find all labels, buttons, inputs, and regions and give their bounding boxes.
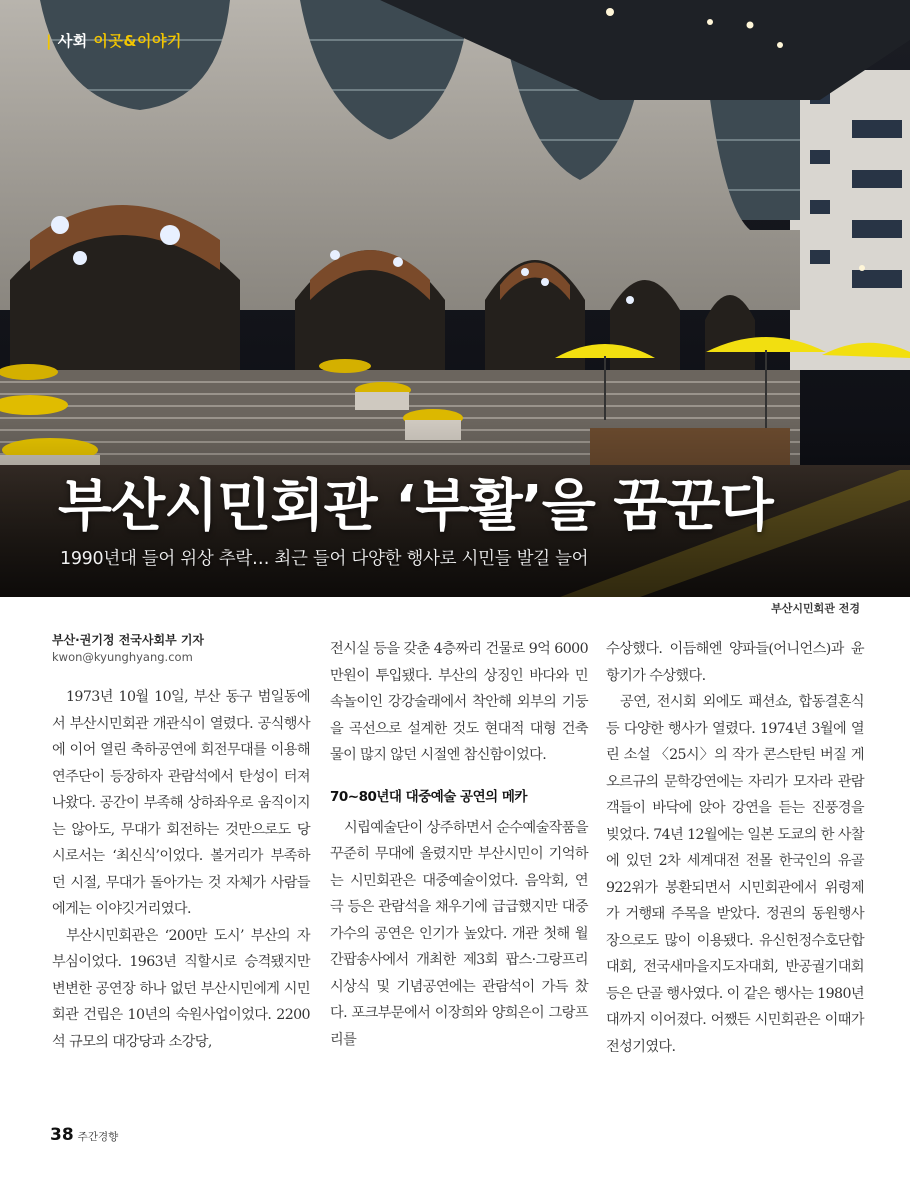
article-column-1 xyxy=(52,632,310,1055)
article-column-2 xyxy=(330,636,588,1053)
paragraph: 전시실 등을 갖춘 4층짜리 건물로 9억 6000만원이 투입됐다. 부산의 상징인 바다와 민속놀이인 강강술래에서 착안해 외부의 기둥을 곡선으로 설계한 것도 현대적 대형 건축물이 많지 않던 시절엔 참신함이었다. xyxy=(330,641,588,763)
section-label: 사회 xyxy=(57,32,88,50)
page-footer xyxy=(50,1125,118,1145)
section-tag xyxy=(46,30,182,51)
article-subheading: 70∼80년대 대중예술 공연의 메카 xyxy=(330,788,527,805)
paragraph: 1973년 10월 10일, 부산 동구 범일동에서 부산시민회관 개관식이 열렸다. 공식행사에 이어 열린 축하공연에 회전무대를 이용해 연주단이 등장하자 관람석에서 탄성이 터져 나왔다. 공간이 부족해 상하좌우로 움직이지는 않아도, 무대가 회전하는 것만으로도 당시로서는 ‘최신식’이었다. 볼거리가 부족하던 시절, 무대가 돌아가는 것 자체가 사람들에게는 이야깃거리였다. xyxy=(52,689,310,917)
section-sublabel: 이곳&이야기 xyxy=(93,32,182,50)
photo-caption: 부산시민회관 전경 xyxy=(771,602,860,615)
byline-name: 부산·권기정 전국사회부 기자 xyxy=(52,633,205,647)
paragraph: 공연, 전시회 외에도 패션쇼, 합동결혼식 등 다양한 행사가 열렸다. 1974년 3월에 열린 소설 〈25시〉의 작가 콘스탄틴 버질 게오르규의 문학강연에는 자리가 모자라 관람객들이 바닥에 앉아 강연을 듣는 진풍경을 빚었다. 74년 12월에는 일본 도쿄의 한 사찰에 있던 2차 세계대전 전몰 한국인의 유골 922위가 봉환되면서 시민회관에서 위령제가 거행돼 주목을 받았다. 정권의 동원행사장으로도 많이 이용됐다. 유신헌정수호단합대회, 전국새마을지도자대회, 반공궐기대회 등은 단골 행사였다. 이 같은 행사는 1980년대까지 이어졌다. 어쨌든 시민회관은 이때가 전성기였다. xyxy=(606,694,864,1055)
magazine-name: 주간경향 xyxy=(77,1131,119,1143)
paragraph: 부산시민회관은 ‘200만 도시’ 부산의 자부심이었다. 1963년 직할시로 승격됐지만 변변한 공연장 하나 없던 부산시민에게 시민회관 건립은 10년의 숙원사업이었다. 2200석 규모의 대강당과 소강당, xyxy=(52,927,310,1050)
headline: 부산시민회관 ‘부활’을 꿈꾼다 xyxy=(58,474,773,539)
byline-email: kwon@kyunghyang.com xyxy=(52,650,193,664)
section-divider: | xyxy=(46,32,58,50)
article-column-3 xyxy=(606,636,864,1060)
paragraph: 수상했다. 이듬해엔 양파들(어니언스)과 윤항기가 수상했다. xyxy=(606,641,864,684)
subhead: 1990년대 들어 위상 추락… 최근 들어 다양한 행사로 시민들 발길 늘어 xyxy=(60,549,589,569)
paragraph: 시립예술단이 상주하면서 순수예술작품을 꾸준히 무대에 올렸지만 부산시민이 기억하는 시민회관은 대중예술이었다. 음악회, 연극 등은 관람석을 채우기에 급급했지만 대중가수의 공연은 인기가 높았다. 개관 첫해 월간팝송사에서 개최한 제3회 팝스·그랑프리 시상식 및 기념공연에는 관람석이 가득 찼다. 포크부문에서 이장희와 양희은이 그랑프리를 xyxy=(330,819,588,1048)
page-number: 38 xyxy=(50,1125,74,1145)
